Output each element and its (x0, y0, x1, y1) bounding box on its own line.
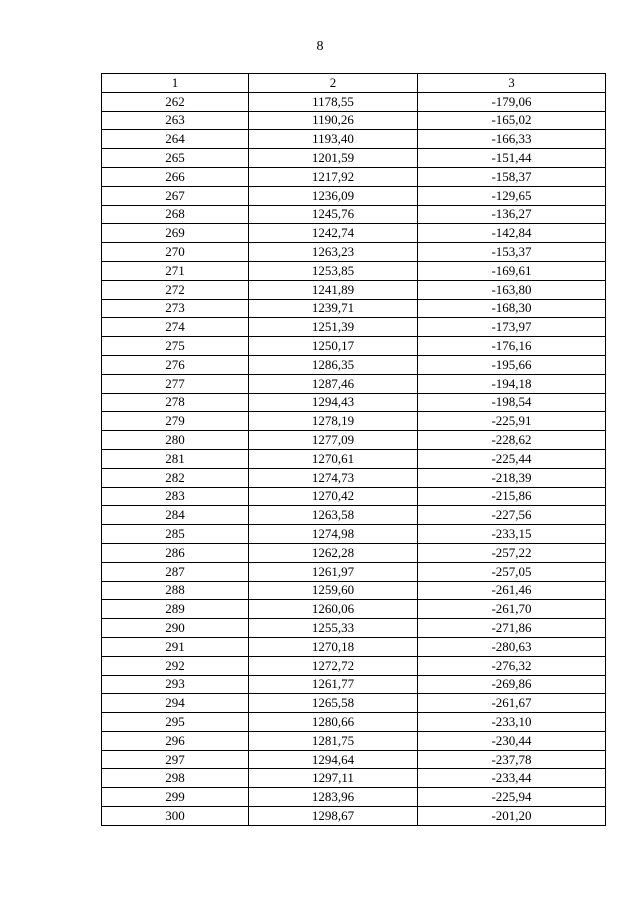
table-cell-col-3: -257,05 (418, 562, 606, 581)
table-cell-col-3: -129,65 (418, 186, 606, 205)
table-cell-col-1: 295 (102, 713, 249, 732)
table-row (102, 224, 606, 243)
table-cell-col-3: -165,02 (418, 111, 606, 130)
table-cell-col-1: 266 (102, 167, 249, 186)
table-cell-col-2: 1294,43 (249, 393, 418, 412)
table-row (102, 807, 606, 826)
table-cell-col-1: 289 (102, 600, 249, 619)
table-cell-col-1: 270 (102, 243, 249, 262)
table-cell-col-1: 267 (102, 186, 249, 205)
table-cell-col-2: 1281,75 (249, 731, 418, 750)
table-cell-col-2: 1236,09 (249, 186, 418, 205)
table-cell-col-3: -280,63 (418, 637, 606, 656)
table-cell-col-2: 1283,96 (249, 788, 418, 807)
table-cell-col-1: 277 (102, 374, 249, 393)
header-row (102, 74, 606, 93)
table-cell-col-3: -225,91 (418, 412, 606, 431)
table-row (102, 130, 606, 149)
table-cell-col-2: 1241,89 (249, 280, 418, 299)
table-cell-col-2: 1280,66 (249, 713, 418, 732)
table-row (102, 731, 606, 750)
table-cell-col-3: -257,22 (418, 543, 606, 562)
table-cell-col-1: 299 (102, 788, 249, 807)
table-cell-col-3: -173,97 (418, 318, 606, 337)
table-cell-col-1: 282 (102, 468, 249, 487)
table-row (102, 431, 606, 450)
table-cell-col-2: 1193,40 (249, 130, 418, 149)
table-cell-col-2: 1294,64 (249, 750, 418, 769)
table-row (102, 656, 606, 675)
table-cell-col-3: -198,54 (418, 393, 606, 412)
table-row (102, 205, 606, 224)
table-row (102, 149, 606, 168)
table-cell-col-2: 1260,06 (249, 600, 418, 619)
table-row (102, 167, 606, 186)
table-cell-col-1: 269 (102, 224, 249, 243)
table-cell-col-1: 288 (102, 581, 249, 600)
table-cell-col-1: 293 (102, 675, 249, 694)
table-row (102, 487, 606, 506)
table-cell-col-2: 1190,26 (249, 111, 418, 130)
table-cell-col-1: 294 (102, 694, 249, 713)
table-cell-col-2: 1261,97 (249, 562, 418, 581)
table-row (102, 581, 606, 600)
table-cell-col-2: 1270,18 (249, 637, 418, 656)
table-cell-col-1: 272 (102, 280, 249, 299)
table-cell-col-1: 278 (102, 393, 249, 412)
table-cell-col-1: 276 (102, 355, 249, 374)
table-cell-col-1: 283 (102, 487, 249, 506)
table-row (102, 449, 606, 468)
table-cell-col-3: -225,94 (418, 788, 606, 807)
table-cell-col-3: -136,27 (418, 205, 606, 224)
table-cell-col-2: 1255,33 (249, 619, 418, 638)
table-cell-col-1: 265 (102, 149, 249, 168)
table-cell-col-2: 1262,28 (249, 543, 418, 562)
column-header-1: 1 (102, 74, 249, 93)
table-cell-col-3: -195,66 (418, 355, 606, 374)
table-cell-col-1: 286 (102, 543, 249, 562)
table-cell-col-2: 1251,39 (249, 318, 418, 337)
table-cell-col-1: 271 (102, 261, 249, 280)
table-cell-col-2: 1263,58 (249, 506, 418, 525)
table-cell-col-1: 264 (102, 130, 249, 149)
table-row (102, 637, 606, 656)
table-row (102, 619, 606, 638)
table-row (102, 318, 606, 337)
table-cell-col-3: -269,86 (418, 675, 606, 694)
table-cell-col-2: 1201,59 (249, 149, 418, 168)
table-cell-col-1: 300 (102, 807, 249, 826)
table-cell-col-3: -230,44 (418, 731, 606, 750)
table-cell-col-1: 275 (102, 337, 249, 356)
table-cell-col-1: 287 (102, 562, 249, 581)
table-cell-col-3: -233,44 (418, 769, 606, 788)
table-cell-col-3: -169,61 (418, 261, 606, 280)
table-cell-col-2: 1278,19 (249, 412, 418, 431)
table-row (102, 412, 606, 431)
table-cell-col-1: 297 (102, 750, 249, 769)
table-cell-col-3: -261,46 (418, 581, 606, 600)
table-row (102, 393, 606, 412)
table-cell-col-1: 284 (102, 506, 249, 525)
table-row (102, 713, 606, 732)
table-cell-col-2: 1261,77 (249, 675, 418, 694)
table-cell-col-3: -261,67 (418, 694, 606, 713)
table-cell-col-1: 279 (102, 412, 249, 431)
table-cell-col-1: 274 (102, 318, 249, 337)
table-cell-col-2: 1250,17 (249, 337, 418, 356)
table-row (102, 355, 606, 374)
table-cell-col-3: -233,10 (418, 713, 606, 732)
column-header-2: 2 (249, 74, 418, 93)
table-cell-col-2: 1253,85 (249, 261, 418, 280)
table-cell-col-1: 291 (102, 637, 249, 656)
table-row (102, 694, 606, 713)
table-cell-col-3: -179,06 (418, 92, 606, 111)
table-cell-col-1: 262 (102, 92, 249, 111)
table-cell-col-2: 1217,92 (249, 167, 418, 186)
table-cell-col-3: -237,78 (418, 750, 606, 769)
table-cell-col-2: 1270,42 (249, 487, 418, 506)
table-row (102, 299, 606, 318)
table-cell-col-2: 1242,74 (249, 224, 418, 243)
table-row (102, 675, 606, 694)
table-cell-col-2: 1274,73 (249, 468, 418, 487)
table-cell-col-1: 290 (102, 619, 249, 638)
table-cell-col-3: -153,37 (418, 243, 606, 262)
table-row (102, 111, 606, 130)
table-row (102, 769, 606, 788)
table-cell-col-3: -194,18 (418, 374, 606, 393)
table-cell-col-1: 273 (102, 299, 249, 318)
table-row (102, 506, 606, 525)
table-row (102, 261, 606, 280)
table-cell-col-3: -151,44 (418, 149, 606, 168)
table-cell-col-2: 1272,72 (249, 656, 418, 675)
table-cell-col-3: -158,37 (418, 167, 606, 186)
table-cell-col-3: -271,86 (418, 619, 606, 638)
table-cell-col-3: -201,20 (418, 807, 606, 826)
table-cell-col-1: 292 (102, 656, 249, 675)
table-cell-col-3: -261,70 (418, 600, 606, 619)
table-cell-col-2: 1287,46 (249, 374, 418, 393)
table-cell-col-1: 285 (102, 525, 249, 544)
table-cell-col-2: 1274,98 (249, 525, 418, 544)
table-row (102, 468, 606, 487)
column-header-3: 3 (418, 74, 606, 93)
table-cell-col-3: -233,15 (418, 525, 606, 544)
table-cell-col-3: -168,30 (418, 299, 606, 318)
table-cell-col-3: -176,16 (418, 337, 606, 356)
table-cell-col-3: -225,44 (418, 449, 606, 468)
page-number: 8 (316, 39, 324, 54)
table-cell-col-2: 1263,23 (249, 243, 418, 262)
table-cell-col-3: -166,33 (418, 130, 606, 149)
table-cell-col-3: -163,80 (418, 280, 606, 299)
table-cell-col-2: 1270,61 (249, 449, 418, 468)
table-cell-col-2: 1265,58 (249, 694, 418, 713)
table-row (102, 562, 606, 581)
table-row (102, 600, 606, 619)
table-cell-col-3: -276,32 (418, 656, 606, 675)
table-row (102, 525, 606, 544)
table-cell-col-1: 280 (102, 431, 249, 450)
table-cell-col-2: 1298,67 (249, 807, 418, 826)
table-row (102, 186, 606, 205)
table-cell-col-2: 1239,71 (249, 299, 418, 318)
table-row (102, 92, 606, 111)
table-cell-col-3: -215,86 (418, 487, 606, 506)
table-row (102, 337, 606, 356)
table-cell-col-1: 298 (102, 769, 249, 788)
table-cell-col-2: 1277,09 (249, 431, 418, 450)
table-cell-col-2: 1297,11 (249, 769, 418, 788)
table-row (102, 280, 606, 299)
table-cell-col-2: 1259,60 (249, 581, 418, 600)
table-cell-col-2: 1178,55 (249, 92, 418, 111)
table-cell-col-3: -218,39 (418, 468, 606, 487)
table-cell-col-3: -142,84 (418, 224, 606, 243)
table-row (102, 243, 606, 262)
table-row (102, 543, 606, 562)
table-body (102, 92, 606, 825)
table-cell-col-1: 268 (102, 205, 249, 224)
table-cell-col-3: -227,56 (418, 506, 606, 525)
table-row (102, 374, 606, 393)
table-cell-col-1: 263 (102, 111, 249, 130)
table-cell-col-1: 281 (102, 449, 249, 468)
table-cell-col-2: 1245,76 (249, 205, 418, 224)
table-cell-col-2: 1286,35 (249, 355, 418, 374)
table-row (102, 788, 606, 807)
table-cell-col-1: 296 (102, 731, 249, 750)
data-table (101, 73, 606, 826)
table-header (102, 74, 606, 93)
table-row (102, 750, 606, 769)
table-cell-col-3: -228,62 (418, 431, 606, 450)
